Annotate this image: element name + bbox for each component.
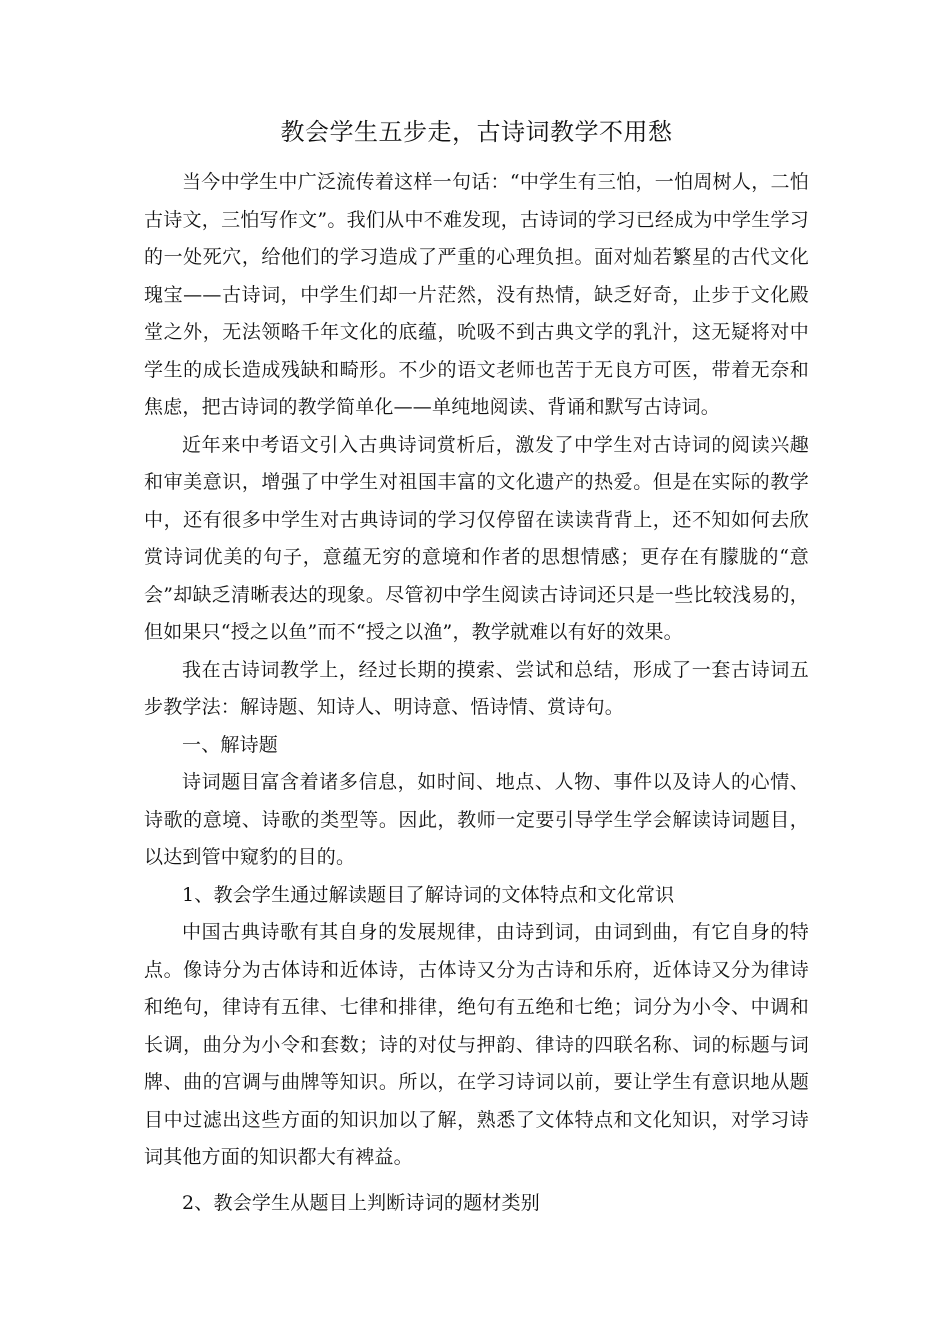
document-body xyxy=(144,112,809,1222)
paragraph-five-steps: 我在古诗词教学上，经过长期的摸索、尝试和总结，形成了一套古诗词五步教学法：解诗题、知诗人、明诗意、悟诗情、赏诗句。 xyxy=(144,658,809,718)
paragraph-exam-context: 近年来中考语文引入古典诗词赏析后，激发了中学生对古诗词的阅读兴趣和审美意识，增强了中学生对祖国丰富的文化遗产的热爱。但是在实际的教学中，还有很多中学生对古典诗词的学习仅停留在读读背背上，还不知如何去欣赏诗词优美的句子，意蕴无穷的意境和作者的思想情感；更存在有朦胧的“意会”却缺乏清晰表达的现象。尽管初中学生阅读古诗词还只是一些比较浅易的，但如果只“授之以鱼”而不“授之以渔”，教学就难以有好的效果。 xyxy=(144,433,809,643)
document-title: 教会学生五步走，古诗词教学不用愁 xyxy=(280,118,673,146)
subsection-heading-2: 2、教会学生从题目上判断诗词的题材类别 xyxy=(182,1191,540,1214)
section-heading-1: 一、解诗题 xyxy=(182,733,279,756)
paragraph-intro: 当今中学生中广泛流传着这样一句话：“中学生有三怕，一怕周树人，二怕古诗文，三怕写作文”。我们从中不难发现，古诗词的学习已经成为中学生学习的一处死穴，给他们的学习造成了严重的心理负担。面对灿若繁星的古代文化瑰宝——古诗词，中学生们却一片茫然，没有热情，缺乏好奇，止步于文化殿堂之外，无法领略千年文化的底蕴，吮吸不到古典文学的乳汁，这无疑将对中学生的成长造成残缺和畸形。不少的语文老师也苦于无良方可医，带着无奈和焦虑，把古诗词的教学简单化——单纯地阅读、背诵和默写古诗词。 xyxy=(144,171,809,418)
section-1-intro: 诗词题目富含着诸多信息，如时间、地点、人物、事件以及诗人的心情、诗歌的意境、诗歌的类型等。因此，教师一定要引导学生学会解读诗词题目，以达到管中窥豹的目的。 xyxy=(144,771,809,868)
subsection-heading-1: 1、教会学生通过解读题目了解诗词的文体特点和文化常识 xyxy=(182,883,675,906)
subsection-1-body: 中国古典诗歌有其自身的发展规律，由诗到词，由词到曲，有它自身的特点。像诗分为古体诗和近体诗，古体诗又分为古诗和乐府，近体诗又分为律诗和绝句，律诗有五律、七律和排律，绝句有五绝和七绝；词分为小令、中调和长调，曲分为小令和套数；诗的对仗与押韵、律诗的四联名称、词的标题与词牌、曲的宫调与曲牌等知识。所以，在学习诗词以前，要让学生有意识地从题目中过滤出这些方面的知识加以了解，熟悉了文体特点和文化知识，对学习诗词其他方面的知识都大有裨益。 xyxy=(144,921,809,1168)
